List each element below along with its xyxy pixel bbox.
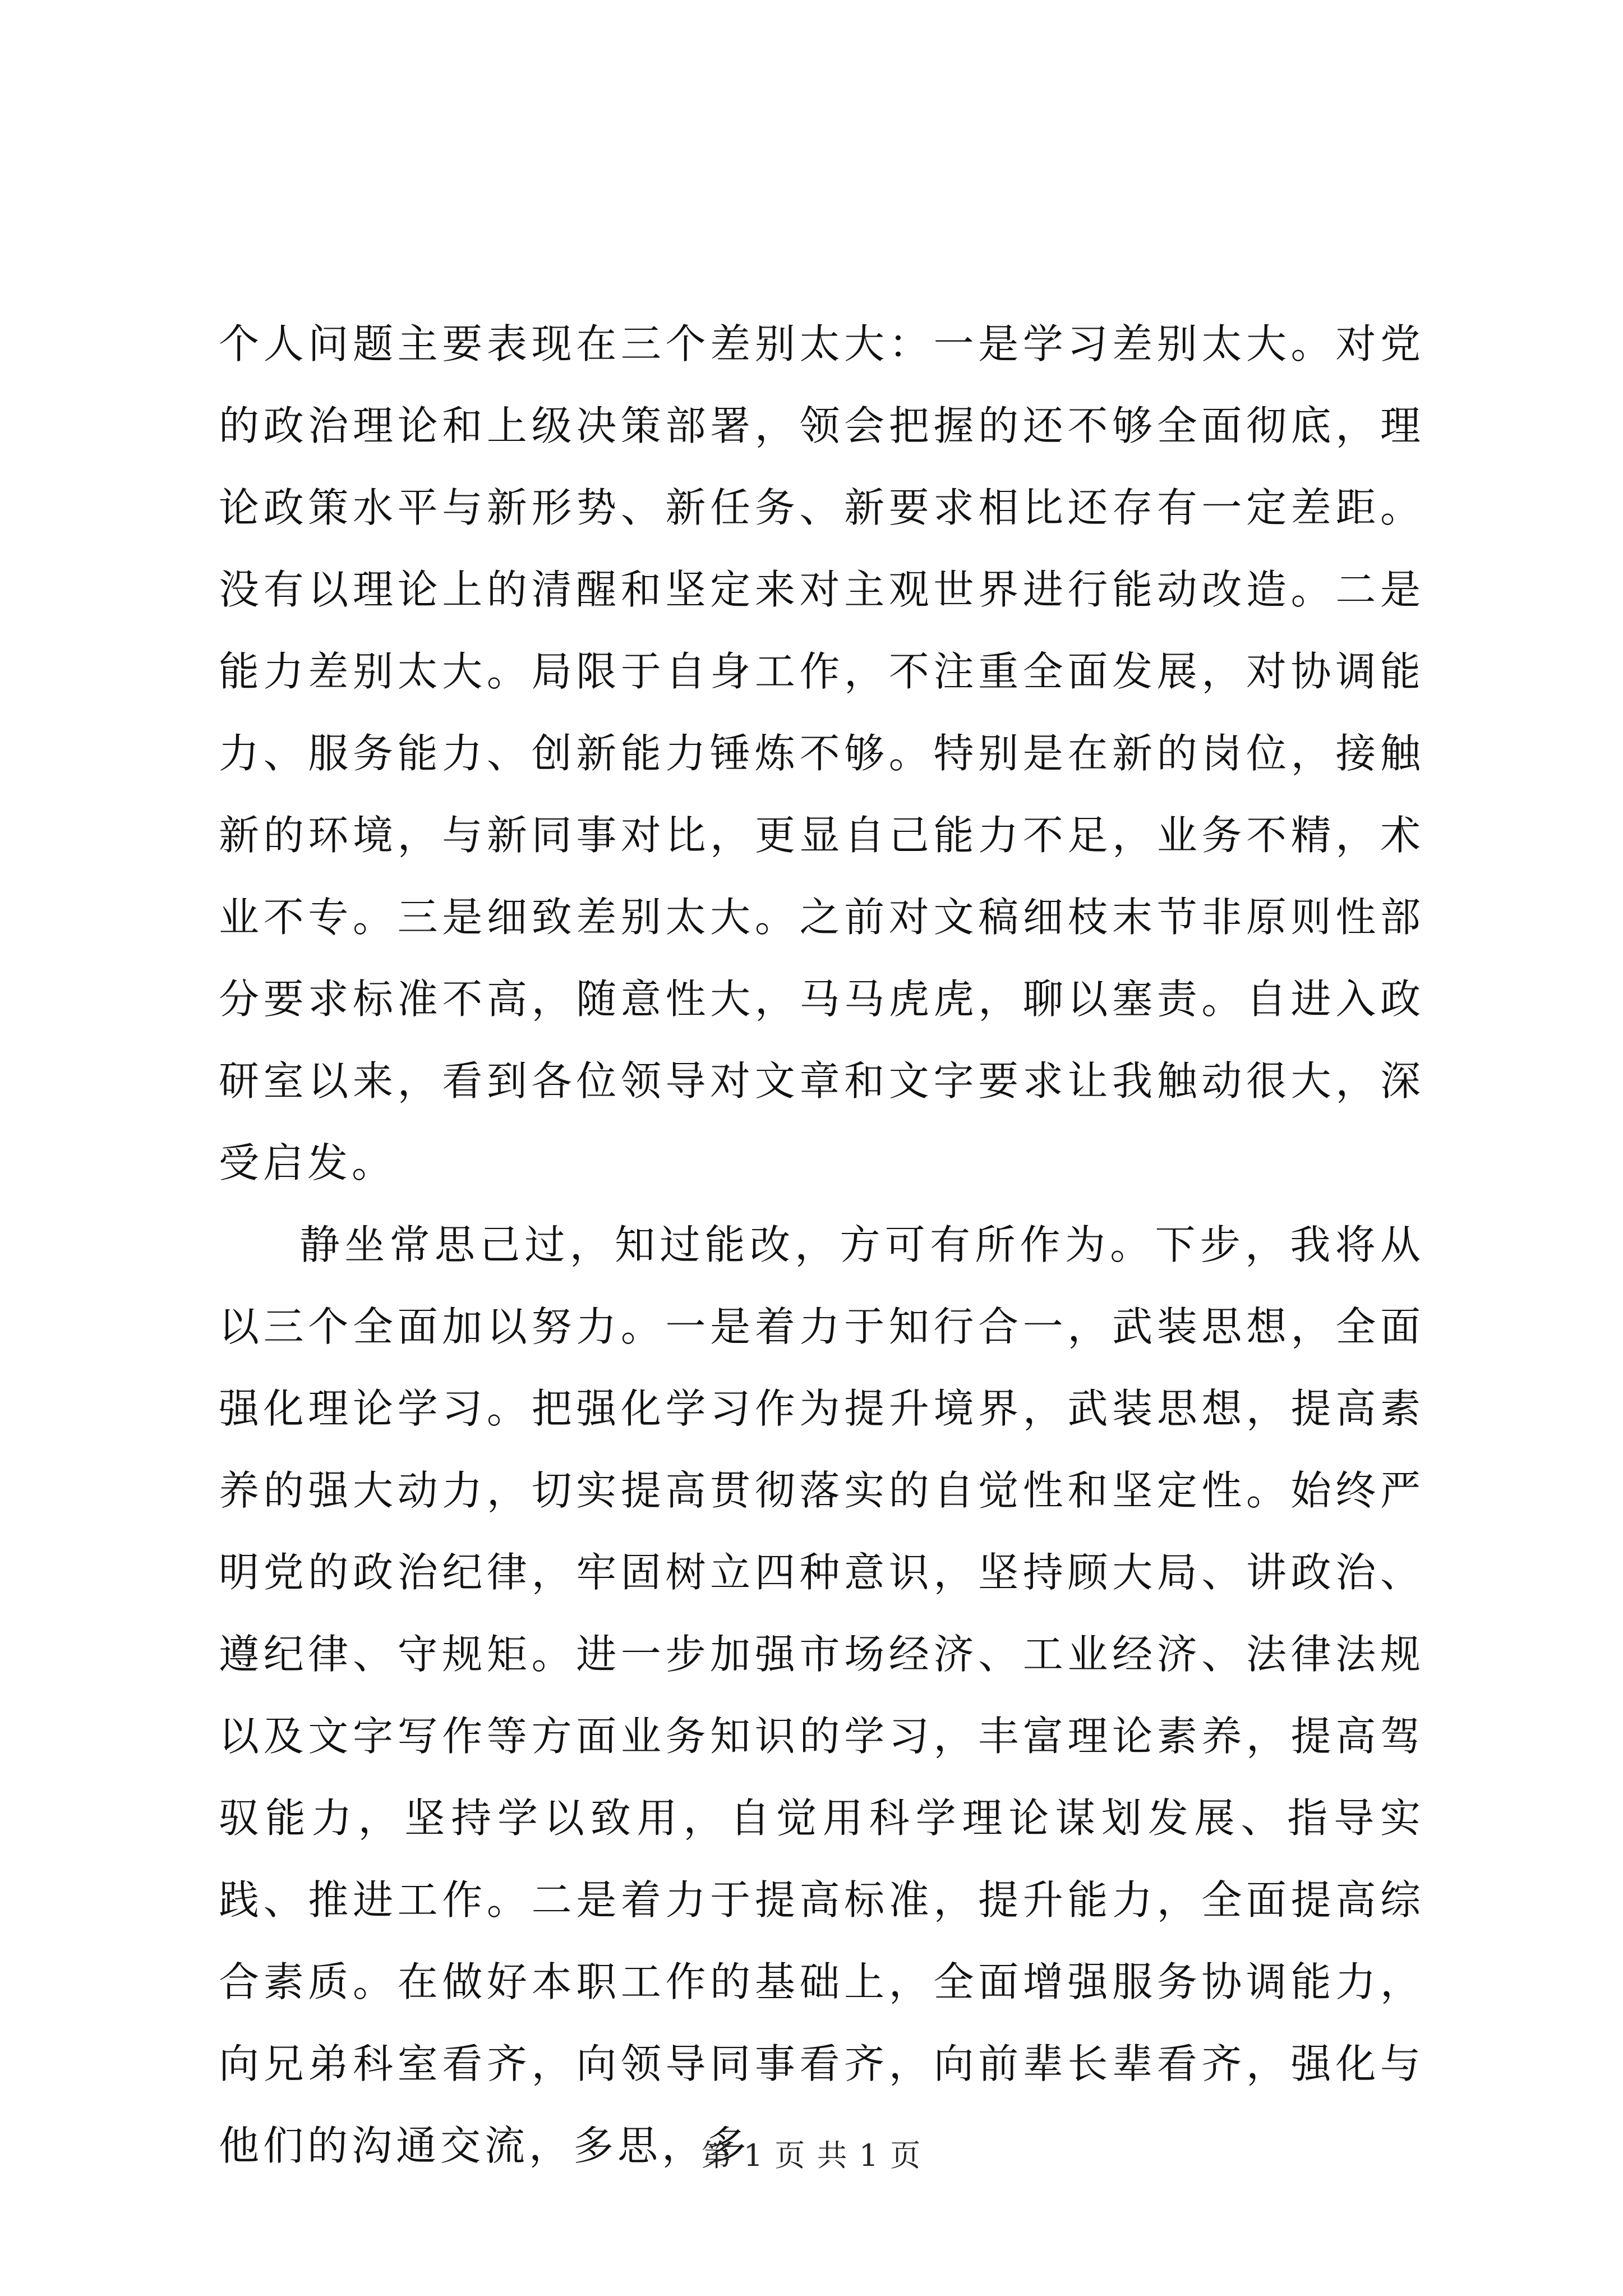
paragraph-1: 个人问题主要表现在三个差别太大：一是学习差别太大。对党的政治理论和上级决策部署，领会把握的还不够全面彻底，理论政策水平与新形势、新任务、新要求相比还存有一定差距。没有以理论上的清醒和坚定来对主观世界进行能动改造。二是能力差别太大。局限于自身工作，不注重全面发展，对协调能力、服务能力、创新能力锤炼不够。特别是在新的岗位，接触新的环境，与新同事对比，更显自己能力不足，业务不精，术业不专。三是细致差别太大。之前对文稿细枝末节非原则性部分要求标准不高，随意性大，马马虎虎，聊以塞责。自进入政研室以来，看到各位领导对文章和文字要求让我触动很大，深受启发。 bbox=[219, 320, 1424, 1186]
paragraph-2: 静坐常思己过，知过能改，方可有所作为。下步，我将从以三个全面加以努力。一是着力于知行合一，武装思想，全面强化理论学习。把强化学习作为提升境界，武装思想，提高素养的强大动力，切实提高贯彻落实的自觉性和坚定性。始终严明党的政治纪律，牢固树立四种意识，坚持顾大局、讲政治、遵纪律、守规矩。进一步加强市场经济、工业经济、法律法规以及文字写作等方面业务知识的学习，丰富理论素养，提高驾驭能力，坚持学以致用，自觉用科学理论谋划发展、指导实践、推进工作。二是着力于提高标准，提升能力，全面提高综合素质。在做好本职工作的基础上，全面增强服务协调能力，向兄弟科室看齐，向领导同事看齐，向前辈长辈看齐，强化与他们的沟通交流，多思，多 bbox=[219, 1221, 1424, 2169]
document-body bbox=[219, 303, 1424, 2187]
page-footer: 第 1 页 共 1 页 bbox=[701, 2138, 922, 2173]
